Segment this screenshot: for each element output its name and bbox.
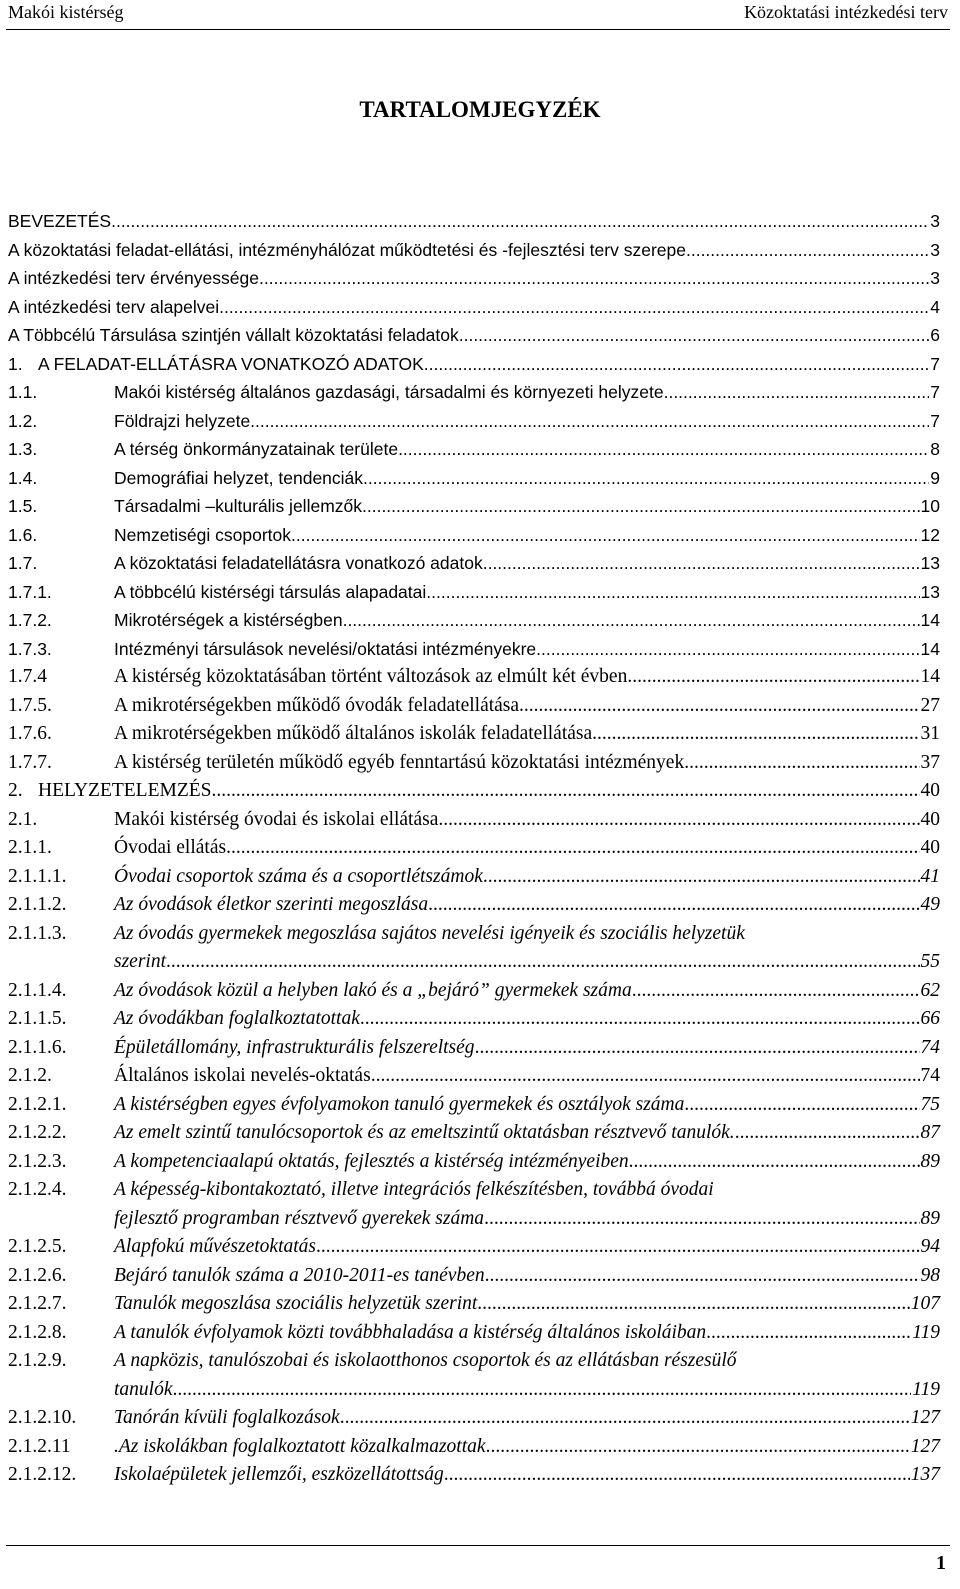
- toc-leader-dots: [519, 692, 919, 721]
- toc-entry[interactable]: [8, 264, 940, 293]
- header-left-text: Makói kistérség: [8, 2, 124, 22]
- toc-entry[interactable]: [8, 1034, 940, 1063]
- toc-leader-dots: [291, 521, 920, 550]
- toc-entry[interactable]: [8, 435, 940, 464]
- toc-entry-number: 2.1.2.3.: [8, 1150, 67, 1172]
- toc-leader-dots: [226, 834, 919, 863]
- toc-entry-body: [114, 435, 940, 464]
- toc-entry-title: Makói kistérség óvodai és iskolai ellátása: [114, 808, 439, 830]
- toc-entry[interactable]: [8, 236, 940, 265]
- toc-entry-title: A intézkedési terv alapelvei: [8, 296, 220, 317]
- toc-leader-dots: [475, 1034, 920, 1063]
- toc-entry-body: [114, 863, 940, 892]
- toc-entry[interactable]: [8, 1205, 940, 1234]
- toc-entry[interactable]: [8, 350, 940, 379]
- toc-entry-title: A képesség-kibontakoztató, illetve integrációs felkészítésben, továbbá óvodai: [114, 1179, 714, 1200]
- header-right-text: Közoktatási intézkedési terv: [744, 2, 948, 22]
- toc-entry-title: Tanórán kívüli foglalkozások: [114, 1407, 340, 1428]
- toc-entry-body: [114, 1034, 940, 1063]
- toc-entry[interactable]: [8, 1233, 940, 1262]
- toc-entry-page: 41: [920, 865, 940, 887]
- toc-entry-number: 2.1.2.1.: [8, 1093, 67, 1115]
- toc-entry-body: [114, 521, 940, 550]
- toc-leader-dots: [426, 578, 919, 607]
- toc-entry-title: fejlesztő programban résztvevő gyerekek száma: [114, 1207, 485, 1229]
- toc-leader-dots: [483, 549, 920, 578]
- toc-entry-title: A kistérség közoktatásában történt változások az elmúlt két évben: [114, 666, 628, 687]
- toc-entry-body: [114, 1148, 940, 1177]
- toc-entry[interactable]: [8, 1404, 940, 1433]
- toc-leader-dots: [340, 1404, 910, 1433]
- toc-entry-title: HELYZETELEMZÉS: [38, 780, 212, 801]
- toc-entry-number: 1.7.3.: [8, 638, 52, 659]
- toc-leader-dots: [362, 492, 920, 521]
- toc-entry-page: 7: [930, 353, 940, 374]
- toc-entry-number: 2.1.2.5.: [8, 1236, 67, 1257]
- toc-entry-body: [114, 378, 940, 407]
- toc-entry[interactable]: [8, 1091, 940, 1120]
- toc-entry-body: [114, 1461, 940, 1490]
- toc-leader-dots: [664, 378, 930, 407]
- toc-entry-body: [114, 1404, 940, 1433]
- toc-leader-dots: [485, 1262, 920, 1291]
- toc-entry-page: 107: [910, 1293, 940, 1314]
- toc-entry-title: Demográfiai helyzet, tendenciák: [114, 467, 364, 488]
- toc-entry[interactable]: [8, 692, 940, 721]
- toc-entry-page: 27: [920, 694, 940, 716]
- toc-entry[interactable]: [8, 1433, 940, 1462]
- toc-entry-title: Bejáró tanulók száma a 2010-2011-es tanévben: [114, 1264, 485, 1286]
- toc-leader-dots: [444, 1461, 910, 1490]
- toc-entry-page: 87: [920, 1122, 940, 1143]
- toc-entry-title: A tanulók évfolyamok közti továbbhaladása a kistérség általános iskoláiban: [114, 1321, 707, 1343]
- toc-entry-body: [114, 549, 940, 578]
- toc-entry-body: [114, 663, 940, 692]
- toc-entry-number: 1.6.: [8, 524, 38, 545]
- toc-entry-number: 1.5.: [8, 496, 38, 516]
- header-rule: [6, 29, 950, 30]
- toc-entry-page: 3: [930, 268, 940, 288]
- toc-entry-body: [114, 692, 940, 721]
- toc-entry-title: Iskolaépületek jellemzői, eszközellátottság: [114, 1464, 444, 1485]
- toc-entry[interactable]: [8, 1461, 940, 1490]
- toc-entry-page: 8: [930, 439, 940, 459]
- page-number: 1: [936, 1552, 946, 1574]
- toc-entry-page: 89: [920, 1207, 940, 1229]
- toc-entry[interactable]: [8, 606, 940, 635]
- toc-entry-page: 119: [912, 1321, 940, 1343]
- toc-leader-dots: [686, 236, 929, 265]
- toc-entry-title: A többcélú kistérségi társulás alapadatai: [114, 581, 427, 602]
- toc-entry-title: szerint: [114, 951, 167, 972]
- toc-entry-page: 3: [930, 211, 940, 231]
- toc-entry-body: [8, 264, 940, 293]
- toc-leader-dots: [735, 1119, 920, 1148]
- toc-entry-body: [114, 948, 940, 977]
- table-of-contents: [8, 207, 940, 1490]
- footer-rule: [6, 1545, 950, 1546]
- toc-entry-number: 1.7.4: [8, 666, 47, 687]
- toc-entry-page: 14: [920, 638, 940, 659]
- toc-entry-page: 37: [920, 751, 940, 773]
- page-title: TARTALOMJEGYZÉK: [359, 97, 601, 122]
- toc-entry[interactable]: [8, 1347, 940, 1376]
- toc-entry-page: 62: [920, 979, 940, 1001]
- toc-leader-dots: [212, 777, 920, 806]
- toc-entry-number: 1.7.2.: [8, 610, 52, 630]
- toc-entry-number: 2.1.2.10.: [8, 1407, 77, 1428]
- toc-entry-number: 1.7.6.: [8, 723, 52, 744]
- toc-leader-dots: [259, 264, 929, 293]
- toc-entry-page: 3: [930, 239, 940, 260]
- toc-entry-title: Mikrotérségek a kistérségben: [114, 610, 343, 630]
- toc-entry-body: [114, 1347, 940, 1376]
- toc-entry-page: 74: [920, 1036, 940, 1058]
- toc-entry-number: 2.1.2.2.: [8, 1122, 67, 1143]
- toc-entry-title: Óvodai csoportok száma és a csoportlétszámok: [114, 865, 483, 887]
- toc-entry[interactable]: [8, 720, 940, 749]
- toc-entry-title: Általános iskolai nevelés-oktatás: [114, 1065, 371, 1086]
- toc-entry-title: BEVEZETÉS: [8, 211, 112, 231]
- toc-entry-number: 2.1.2.9.: [8, 1350, 67, 1371]
- toc-entry-page: 12: [920, 524, 940, 545]
- toc-leader-dots: [173, 1376, 912, 1405]
- toc-leader-dots: [632, 977, 920, 1006]
- toc-entry-body: [114, 834, 940, 863]
- toc-leader-dots: [477, 1290, 909, 1319]
- toc-entry-number: 2.1.: [8, 808, 38, 830]
- toc-entry[interactable]: [8, 1062, 940, 1091]
- toc-entry[interactable]: [8, 1262, 940, 1291]
- toc-entry-title: A kistérségben egyes évfolyamokon tanuló gyermekek és osztályok száma: [114, 1093, 685, 1115]
- toc-entry[interactable]: [8, 464, 940, 493]
- toc-entry-page: 49: [920, 894, 940, 915]
- toc-entry-title: tanulók: [114, 1378, 173, 1400]
- toc-entry-body: [114, 977, 940, 1006]
- toc-entry-body: [114, 1233, 940, 1262]
- toc-entry-number: 1.7.5.: [8, 694, 52, 716]
- toc-entry-page: 98: [920, 1264, 940, 1286]
- toc-leader-dots: [483, 863, 920, 892]
- toc-entry-number: 2.1.2.12.: [8, 1464, 77, 1485]
- toc-entry-number: 2.1.1.1.: [8, 865, 67, 887]
- toc-entry-page: 66: [920, 1008, 940, 1029]
- toc-entry-page: 4: [930, 296, 940, 317]
- toc-leader-dots: [111, 207, 929, 236]
- toc-entry-number: 2.1.2.7.: [8, 1293, 67, 1314]
- toc-entry[interactable]: [8, 834, 940, 863]
- toc-entry-page: 6: [930, 325, 940, 345]
- toc-entry-title: A Többcélú Társulása szintjén vállalt közoktatási feladatok: [8, 325, 459, 345]
- toc-entry-page: 14: [920, 666, 940, 687]
- toc-entry[interactable]: [8, 1290, 940, 1319]
- toc-entry-body: [8, 293, 940, 322]
- toc-entry-title: Épületállomány, infrastrukturális felszereltség: [114, 1036, 475, 1058]
- toc-leader-dots: [592, 720, 919, 749]
- toc-entry-number: 2.1.1.5.: [8, 1008, 67, 1029]
- toc-entry-title: Társadalmi –kulturális jellemzők: [114, 496, 362, 516]
- toc-entry-page: 40: [920, 837, 940, 858]
- toc-entry[interactable]: [8, 293, 940, 322]
- toc-entry-title: .Az iskolákban foglalkoztatott közalkalmazottak: [114, 1435, 486, 1457]
- toc-entry-number: 1.4.: [8, 467, 38, 488]
- toc-entry-title: Alapfokú művészetoktatás: [114, 1236, 316, 1257]
- toc-entry-title: A közoktatási feladatellátásra vonatkozó adatok: [114, 553, 483, 573]
- toc-entry-page: 13: [920, 581, 940, 602]
- toc-entry[interactable]: [8, 891, 940, 920]
- toc-entry-body: [114, 720, 940, 749]
- toc-entry-body: [8, 236, 940, 265]
- toc-entry-body: [38, 777, 940, 806]
- toc-entry-body: [114, 635, 940, 664]
- toc-leader-dots: [360, 1005, 920, 1034]
- toc-entry-page: 14: [920, 610, 940, 630]
- toc-entry-body: [114, 1062, 940, 1091]
- toc-entry-title: A térség önkormányzatainak területe: [114, 439, 399, 459]
- toc-leader-dots: [424, 350, 930, 379]
- toc-entry-body: [114, 1119, 940, 1148]
- toc-entry-body: [114, 407, 940, 436]
- toc-entry[interactable]: [8, 407, 940, 436]
- toc-entry-page: 7: [930, 382, 940, 402]
- toc-leader-dots: [428, 891, 919, 920]
- toc-entry[interactable]: [8, 1148, 940, 1177]
- toc-entry-title: A kompetenciaalapú oktatás, fejlesztés a kistérség intézményeiben: [114, 1150, 629, 1172]
- toc-entry[interactable]: [8, 492, 940, 521]
- toc-leader-dots: [398, 435, 929, 464]
- toc-entry-number: 2.1.2.4.: [8, 1179, 67, 1200]
- toc-entry-number: 2.: [8, 780, 23, 801]
- toc-leader-dots: [250, 407, 929, 436]
- toc-entry-body: [114, 891, 940, 920]
- toc-entry[interactable]: [8, 948, 940, 977]
- toc-entry-number: 1.7.: [8, 553, 38, 573]
- toc-entry-page: 55: [920, 951, 940, 972]
- toc-entry-page: 74: [920, 1065, 940, 1086]
- toc-entry-title: A közoktatási feladat-ellátási, intézményhálózat működtetési és -fejlesztési terv szerepe: [8, 239, 686, 260]
- toc-entry-title: A kistérség területén működő egyéb fenntartású közoktatási intézmények: [114, 751, 685, 773]
- toc-entry-page: 75: [920, 1093, 940, 1115]
- toc-entry[interactable]: [8, 663, 940, 692]
- toc-entry-page: 89: [920, 1150, 940, 1172]
- toc-entry-title: Az óvodások közül a helyben lakó és a „bejáró” gyermekek száma: [114, 979, 632, 1001]
- toc-entry-number: 1.7.1.: [8, 581, 52, 602]
- toc-entry-title: Az óvodákban foglalkoztatottak: [114, 1008, 360, 1029]
- toc-entry-page: 40: [920, 780, 940, 801]
- toc-entry-page: 7: [930, 410, 940, 431]
- toc-leader-dots: [219, 293, 929, 322]
- toc-leader-dots: [459, 321, 930, 350]
- toc-entry[interactable]: [8, 1376, 940, 1405]
- toc-entry-body: [114, 1005, 940, 1034]
- toc-entry-body: [114, 1319, 940, 1348]
- toc-entry-body: [38, 350, 940, 379]
- toc-entry-body: [114, 1376, 940, 1405]
- toc-entry-body: [8, 207, 940, 236]
- toc-entry[interactable]: [8, 863, 940, 892]
- toc-leader-dots: [706, 1319, 911, 1348]
- toc-entry-title: A mikrotérségekben működő óvodák feladatellátása: [114, 694, 520, 716]
- toc-entry-number: 2.1.2.11: [8, 1435, 71, 1457]
- toc-leader-dots: [343, 606, 920, 635]
- page-header: [0, 0, 960, 34]
- toc-entry-title: A napközis, tanulószobai és iskolaotthonos csoportok és az ellátásban részesülő: [114, 1350, 737, 1371]
- toc-entry[interactable]: [8, 635, 940, 664]
- toc-entry-page: 127: [910, 1435, 940, 1457]
- toc-entry-body: [114, 492, 940, 521]
- toc-entry-number: 2.1.2.6.: [8, 1264, 67, 1286]
- toc-entry-body: [114, 606, 940, 635]
- toc-entry-title: A FELADAT-ELLÁTÁSRA VONATKOZÓ ADATOK: [38, 353, 424, 374]
- toc-entry[interactable]: [8, 549, 940, 578]
- toc-leader-dots: [536, 635, 919, 664]
- toc-entry-page: 127: [910, 1407, 940, 1428]
- toc-entry-number: 1.7.7.: [8, 751, 52, 773]
- toc-entry-title: Tanulók megoszlása szociális helyzetük szerint: [114, 1293, 478, 1314]
- toc-entry-page: 9: [930, 467, 940, 488]
- toc-entry-page: 13: [920, 553, 940, 573]
- toc-leader-dots: [438, 806, 919, 835]
- toc-entry-number: 1.: [8, 353, 23, 374]
- toc-entry-body: [114, 578, 940, 607]
- toc-entry[interactable]: [8, 578, 940, 607]
- toc-entry-title: Nemzetiségi csoportok: [114, 524, 292, 545]
- toc-entry-body: [114, 1205, 940, 1234]
- toc-leader-dots: [166, 948, 919, 977]
- toc-entry-body: [114, 1290, 940, 1319]
- toc-leader-dots: [627, 663, 919, 692]
- toc-entry-body: [114, 1091, 940, 1120]
- toc-leader-dots: [371, 1062, 920, 1091]
- toc-entry-number: 2.1.1.2.: [8, 894, 67, 915]
- toc-entry[interactable]: [8, 749, 940, 778]
- toc-entry-body: [114, 806, 940, 835]
- toc-entry-title: Földrajzi helyzete: [114, 410, 251, 431]
- toc-entry-number: 2.1.1.3.: [8, 922, 67, 944]
- toc-leader-dots: [363, 464, 929, 493]
- toc-entry-title: Makói kistérség általános gazdasági, társadalmi és környezeti helyzete: [114, 382, 664, 402]
- toc-entry-number: 2.1.2.: [8, 1065, 52, 1086]
- toc-entry-title: Óvodai ellátás: [114, 837, 227, 858]
- toc-entry-title: Az óvodás gyermekek megoszlása sajátos nevelési igényeik és szociális helyzetük: [114, 922, 745, 944]
- toc-leader-dots: [486, 1433, 910, 1462]
- toc-entry[interactable]: [8, 920, 940, 949]
- toc-leader-dots: [629, 1148, 920, 1177]
- toc-entry-page: 137: [910, 1464, 940, 1485]
- toc-entry-page: 40: [920, 808, 940, 830]
- toc-entry-page: 10: [920, 496, 940, 516]
- toc-entry-body: [114, 1176, 940, 1205]
- toc-entry-title: Az emelt szintű tanulócsoportok és az emeltszintű oktatásban résztvevő tanulók.: [114, 1122, 735, 1143]
- toc-entry[interactable]: [8, 321, 940, 350]
- toc-entry[interactable]: [8, 1176, 940, 1205]
- toc-entry[interactable]: [8, 806, 940, 835]
- toc-entry[interactable]: [8, 1119, 940, 1148]
- toc-entry-number: 2.1.1.: [8, 837, 52, 858]
- toc-entry-page: 119: [912, 1378, 940, 1400]
- toc-entry[interactable]: [8, 1005, 940, 1034]
- toc-entry-number: 1.1.: [8, 382, 38, 402]
- toc-leader-dots: [684, 1091, 919, 1120]
- toc-entry-title: A intézkedési terv érvényessége: [8, 268, 259, 288]
- toc-entry-body: [114, 464, 940, 493]
- toc-entry-number: 1.3.: [8, 439, 38, 459]
- toc-entry[interactable]: [8, 777, 940, 806]
- toc-entry[interactable]: [8, 378, 940, 407]
- toc-entry-body: [114, 1433, 940, 1462]
- toc-entry-body: [114, 1262, 940, 1291]
- toc-entry-title: Intézményi társulások nevelési/oktatási intézményekre: [114, 638, 537, 659]
- toc-entry-number: 2.1.2.8.: [8, 1321, 67, 1343]
- toc-entry-body: [8, 321, 940, 350]
- toc-entry-number: 2.1.1.6.: [8, 1036, 67, 1058]
- toc-entry-title: Az óvodások életkor szerinti megoszlása: [114, 894, 429, 915]
- toc-entry-page: 31: [920, 723, 940, 744]
- toc-entry-page: 94: [920, 1236, 940, 1257]
- toc-entry[interactable]: [8, 977, 940, 1006]
- toc-entry[interactable]: [8, 1319, 940, 1348]
- toc-leader-dots: [484, 1205, 919, 1234]
- toc-leader-dots: [316, 1233, 920, 1262]
- toc-entry[interactable]: [8, 521, 940, 550]
- toc-entry[interactable]: [8, 207, 940, 236]
- toc-entry-body: [114, 920, 940, 949]
- toc-entry-number: 2.1.1.4.: [8, 979, 67, 1001]
- toc-entry-title: A mikrotérségekben működő általános iskolák feladatellátása: [114, 723, 593, 744]
- toc-entry-body: [114, 749, 940, 778]
- toc-leader-dots: [684, 749, 919, 778]
- toc-entry-number: 1.2.: [8, 410, 38, 431]
